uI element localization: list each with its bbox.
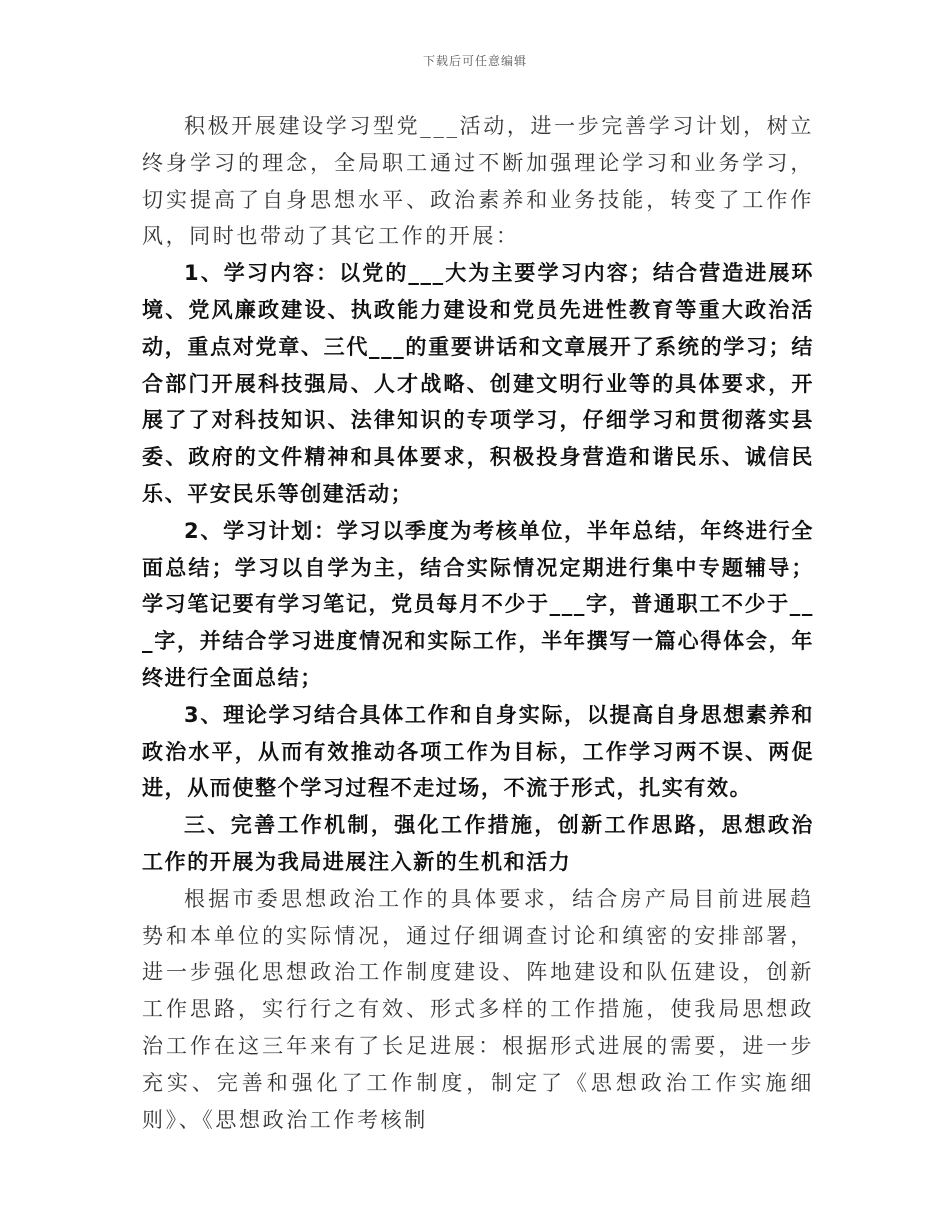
page-header-note: 下载后可任意编辑: [422, 54, 527, 68]
paragraph-study-plan: 2、学习计划：学习以季度为考核单位，半年总结，年终进行全面总结；学习以自学为主，结合实际情况定期进行集中专题辅导；学习笔记要有学习笔记，党员每月不少于___字，普通职工不少于___字，并结合学习进度情况和实际工作，半年撰写一篇心得体会，年终进行全面总结；: [142, 518, 814, 690]
paragraph-study-activity: 积极开展建设学习型党___活动，进一步完善学习计划，树立终身学习的理念，全局职工通过不断加强理论学习和业务学习，切实提高了自身思想水平、政治素养和业务技能，转变了工作作风，同时也带动了其它工作的开展：: [142, 114, 814, 249]
paragraph-theory-practice: 3、理论学习结合具体工作和自身实际，以提高自身思想素养和政治水平，从而有效推动各项工作为目标，工作学习两不误、两促进，从而使整个学习过程不走过场，不流于形式，扎实有效。: [142, 702, 814, 801]
document-body: [142, 108, 814, 1138]
paragraph-study-content: 1、学习内容：以党的___大为主要学习内容；结合营造进展环境、党风廉政建设、执政能力建设和党员先进性教育等重大政治活动，重点对党章、三代___的重要讲话和文章展开了系统的学习；结合部门开展科技强局、人才战略、创建文明行业等的具体要求，开展了了对科技知识、法律知识的专项学习，仔细学习和贯彻落实县委、政府的文件精神和具体要求，积极投身营造和谐民乐、诚信民乐、平安民乐等创建活动；: [142, 261, 814, 506]
paragraph-work-mechanism: 根据市委思想政治工作的具体要求，结合房产局目前进展趋势和本单位的实际情况，通过仔细调查讨论和缜密的安排部署，进一步强化思想政治工作制度建设、阵地建设和队伍建设，创新工作思路，实行行之有效、形式多样的工作措施，使我局思想政治工作在这三年来有了长足进展：根据形式进展的需要，进一步充实、完善和强化了工作制度，制定了《思想政治工作实施细则》、《思想政治工作考核制: [142, 886, 814, 1132]
section-heading-three: 三、完善工作机制，强化工作措施，创新工作思路，思想政治工作的开展为我局进展注入新的生机和活力: [142, 813, 814, 874]
